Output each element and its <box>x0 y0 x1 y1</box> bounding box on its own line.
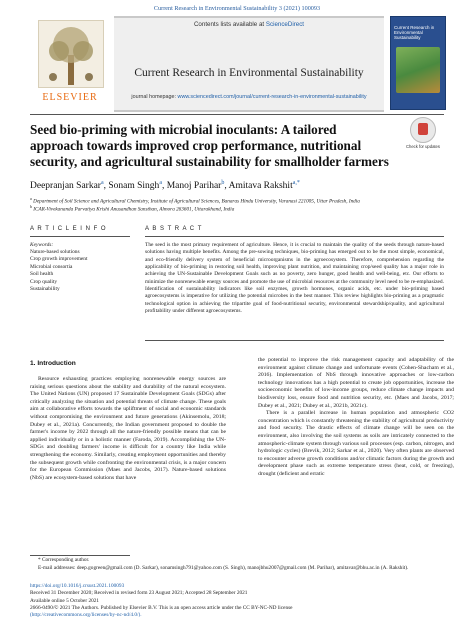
check-for-updates-button[interactable] <box>406 117 440 151</box>
abstract-rule <box>145 236 444 237</box>
contents-line <box>114 21 384 28</box>
publisher-wordmark: ELSEVIER <box>42 92 98 103</box>
journal-title: Current Research in Environmental Sustainability <box>134 67 364 79</box>
keyword: Crop growth improvement <box>30 256 88 263</box>
author-name[interactable]: Amitava Rakshit <box>228 181 293 192</box>
keywords-list <box>30 249 130 293</box>
journal-citation[interactable]: Current Research in Environmental Sustainability 3 (2021) 100093 <box>153 5 321 12</box>
abstract-body: The seed is the most primary requirement of agriculture. Hence, it is crucial to maintain the quality of the seeds through nature-based solutions having multiple benefits. Among the pre-sowing techniques, bio-priming has emerged out to be the most simple, economical, and eco-friendly delivery system of beneficial microorganisms in the agroecosystem. Therefore, comprehension regarding the applicability of bio-priming in restoring soil health, improving plant nutrition, and maintaining crop/seed quality has a major role in achieving the UN-Sustainable Development Goals such as no poverty, zero hunger, good health and well-being, etc. Our efforts to minimize the nonrenewable energy sources and promote the use of microbial resources at the community level need to be re-emphasized. Identification of sustainability indicators like soil enzymes, growth hormones, organic acids, etc. under bio-priming based agroecosystems is imperative for utilizing the potential microbes in the best manner. This review highlights bio-priming as a pragmatic technological option in achieving the tripartite goal of food-nutritional security, environmental stewardship/quality, and agricultural profitability under different agroecosystems. <box>145 242 444 315</box>
abstract-end-rule <box>145 340 444 341</box>
author-name[interactable]: Sonam Singh <box>108 181 160 192</box>
homepage-link[interactable]: www.sciencedirect.com/journal/current-research-in-environmental-sustainability <box>177 94 367 100</box>
article-title: Seed bio-priming with microbial inoculants: A tailored approach towards improved crop performance, nutritional security, and agricultural sustainability for smallholder farmers <box>30 122 389 169</box>
cover-art <box>396 47 440 93</box>
author-sup[interactable]: b <box>221 180 225 186</box>
author-name[interactable]: Manoj Parihar <box>166 181 222 192</box>
author-list: Deepranjan Sarkar$^a$, Sonam Singh$^a$, Manoj Parihar$^b$, Amitava Rakshit$^{a,*}$ <box>30 180 300 192</box>
check-updates-label: Check for updates <box>406 144 440 149</box>
keyword: Sustainability <box>30 286 60 293</box>
journal-masthead <box>30 16 444 112</box>
introduction-heading: 1. Introduction <box>30 360 76 367</box>
available-online: Available online 5 October 2021 <box>30 597 100 604</box>
affiliation <box>30 204 444 213</box>
elsevier-logo[interactable] <box>30 16 110 108</box>
keyword: Nature-based solutions <box>30 249 80 255</box>
keywords-label: Keywords: <box>30 242 54 248</box>
keyword: Microbial consortia <box>30 263 73 270</box>
cover-title: Current Research in Environmental Sustainability <box>394 25 435 41</box>
masthead-banner <box>114 16 384 112</box>
license-link[interactable]: (http://creativecommons.org/licenses/by-nc-nd/4.0/). <box>30 612 142 619</box>
author-sup[interactable]: a,* <box>292 180 300 186</box>
footnotes <box>30 557 444 572</box>
keyword: Crop quality <box>30 278 58 285</box>
affiliation-sup: a <box>30 196 32 201</box>
homepage-label: journal homepage: <box>131 94 178 100</box>
header-divider <box>30 114 444 115</box>
abstract-heading: A B S T R A C T <box>145 226 203 232</box>
author-name[interactable]: Deepranjan Sarkar <box>30 181 101 192</box>
author-sup[interactable]: a <box>100 180 104 186</box>
intro-paragraph: There is a parallel increase in human population and atmospheric CO2 concentration which is constantly threatening the stability of agricultural productivity and food security. The drastic effects of climate change will be seen on the environment, also involving the soil systems as soils are intricately connected to the atmospheric-climate system through various soil processes (esp. carbon, nitrogen, and hydrologic cycles) (Brevik, 2012; Sarkar et al., 2020). Very often plants are observed to encounter adverse growth conditions and/or climatic factors during the growth and development phase such as extreme temperature stress (heat, cold, or freezing), drought (deficient and erratic <box>258 410 454 477</box>
contents-prefix: Contents lists available at <box>193 21 266 28</box>
received-dates: Received 31 December 2020; Received in revised form 23 August 2021; Accepted 28 September 2021 <box>30 590 248 597</box>
sciencedirect-link[interactable]: ScienceDirect <box>265 21 305 28</box>
affiliation-text: Department of Soil Science and Agricultural Chemistry, Institute of Agricultural Sciences, Banaras Hindu University, Varanasi 221005, Uttar Pradesh, India <box>33 198 360 205</box>
article-info-heading: A R T I C L E I N F O <box>30 226 107 232</box>
author-sup[interactable]: a <box>159 180 162 186</box>
corresponding-author-note: * Corresponding author. <box>38 557 90 563</box>
intro-paragraph: the potential to improve the risk management capacity and adaptability of the environment against climate change and unfortunate events (Cohen-Shacham et al., 2016). Implementation of NbS through innovative approaches or low-carbon technology innovations has a high potential to create job opportunities, increase the socioeconomic benefits of low-income groups, reduce climate change impacts and biodiversity loss, ensure food and nutrition security, etc. (Maes and Jacobs, 2017; Dubey et al., 2021; Dubey et al., 2021b, 2021c). <box>258 357 454 409</box>
intro-left-column <box>30 376 226 482</box>
homepage-line <box>114 94 384 100</box>
article-info-rule <box>30 236 130 237</box>
affiliation-text: ICAR-Vivekananda Parvatiya Krishi Anusandhan Sansthan, Almora 263601, Uttarakhand, India <box>33 206 235 213</box>
license-statement: 2666-0490/© 2021 The Authors. Published by Elsevier B.V. This is an open access article under the CC BY-NC-ND license <box>30 604 293 611</box>
intro-paragraph: Resource exhausting practices employing nonrenewable energy sources are raising serious questions about the stability and durability of the natural ecosystem. The United Nations (UN) proposed 17 Sustainable Development Goals (SDGs) after critically analyzing the situation and potential threats of climate change. These goals aim at collaborative efforts towards the upliftment of social and economic standards without compromising the environment and future generations (Akinsemolu, 2018; Dubey et al., 2021a). Concurrently, the Indian government proposed to double the farmer's income by 2022 through all the nature-friendly possible means that can be applied individually or in a holistic manner (Faroda, 2019). Accomplishing the UN-SDGs and doubling farmers' income is difficult for a country like India while strengthening the economy. Similarly, creating employment opportunities and thereby the subsequent growth while confronting the environmental crisis, is a major concern for the European Commission (Maes and Jacobs, 2017). Nature-based solutions (NbS) are ecosystem-based solutions that have <box>30 376 226 481</box>
email-addresses[interactable]: E-mail addresses: deep.gogreen@gmail.com (D. Sarkar), sonamsingh791@yahoo.com (S. Singh), manojbhu2007@gmail.com (M. Parihar), amitavar@bhu.ac.in (A. Rakshit). <box>38 564 409 571</box>
keyword: Soil health <box>30 271 54 278</box>
doi-link[interactable]: https://doi.org/10.1016/j.crsust.2021.100093 <box>30 583 125 589</box>
footnote-rule <box>30 555 130 556</box>
affiliation-sup: b <box>30 204 32 209</box>
intro-right-column <box>258 357 454 479</box>
tree-logo-icon <box>38 20 104 88</box>
crossmark-icon <box>410 117 436 143</box>
journal-cover-thumbnail[interactable] <box>390 16 446 110</box>
publication-info <box>30 583 444 619</box>
